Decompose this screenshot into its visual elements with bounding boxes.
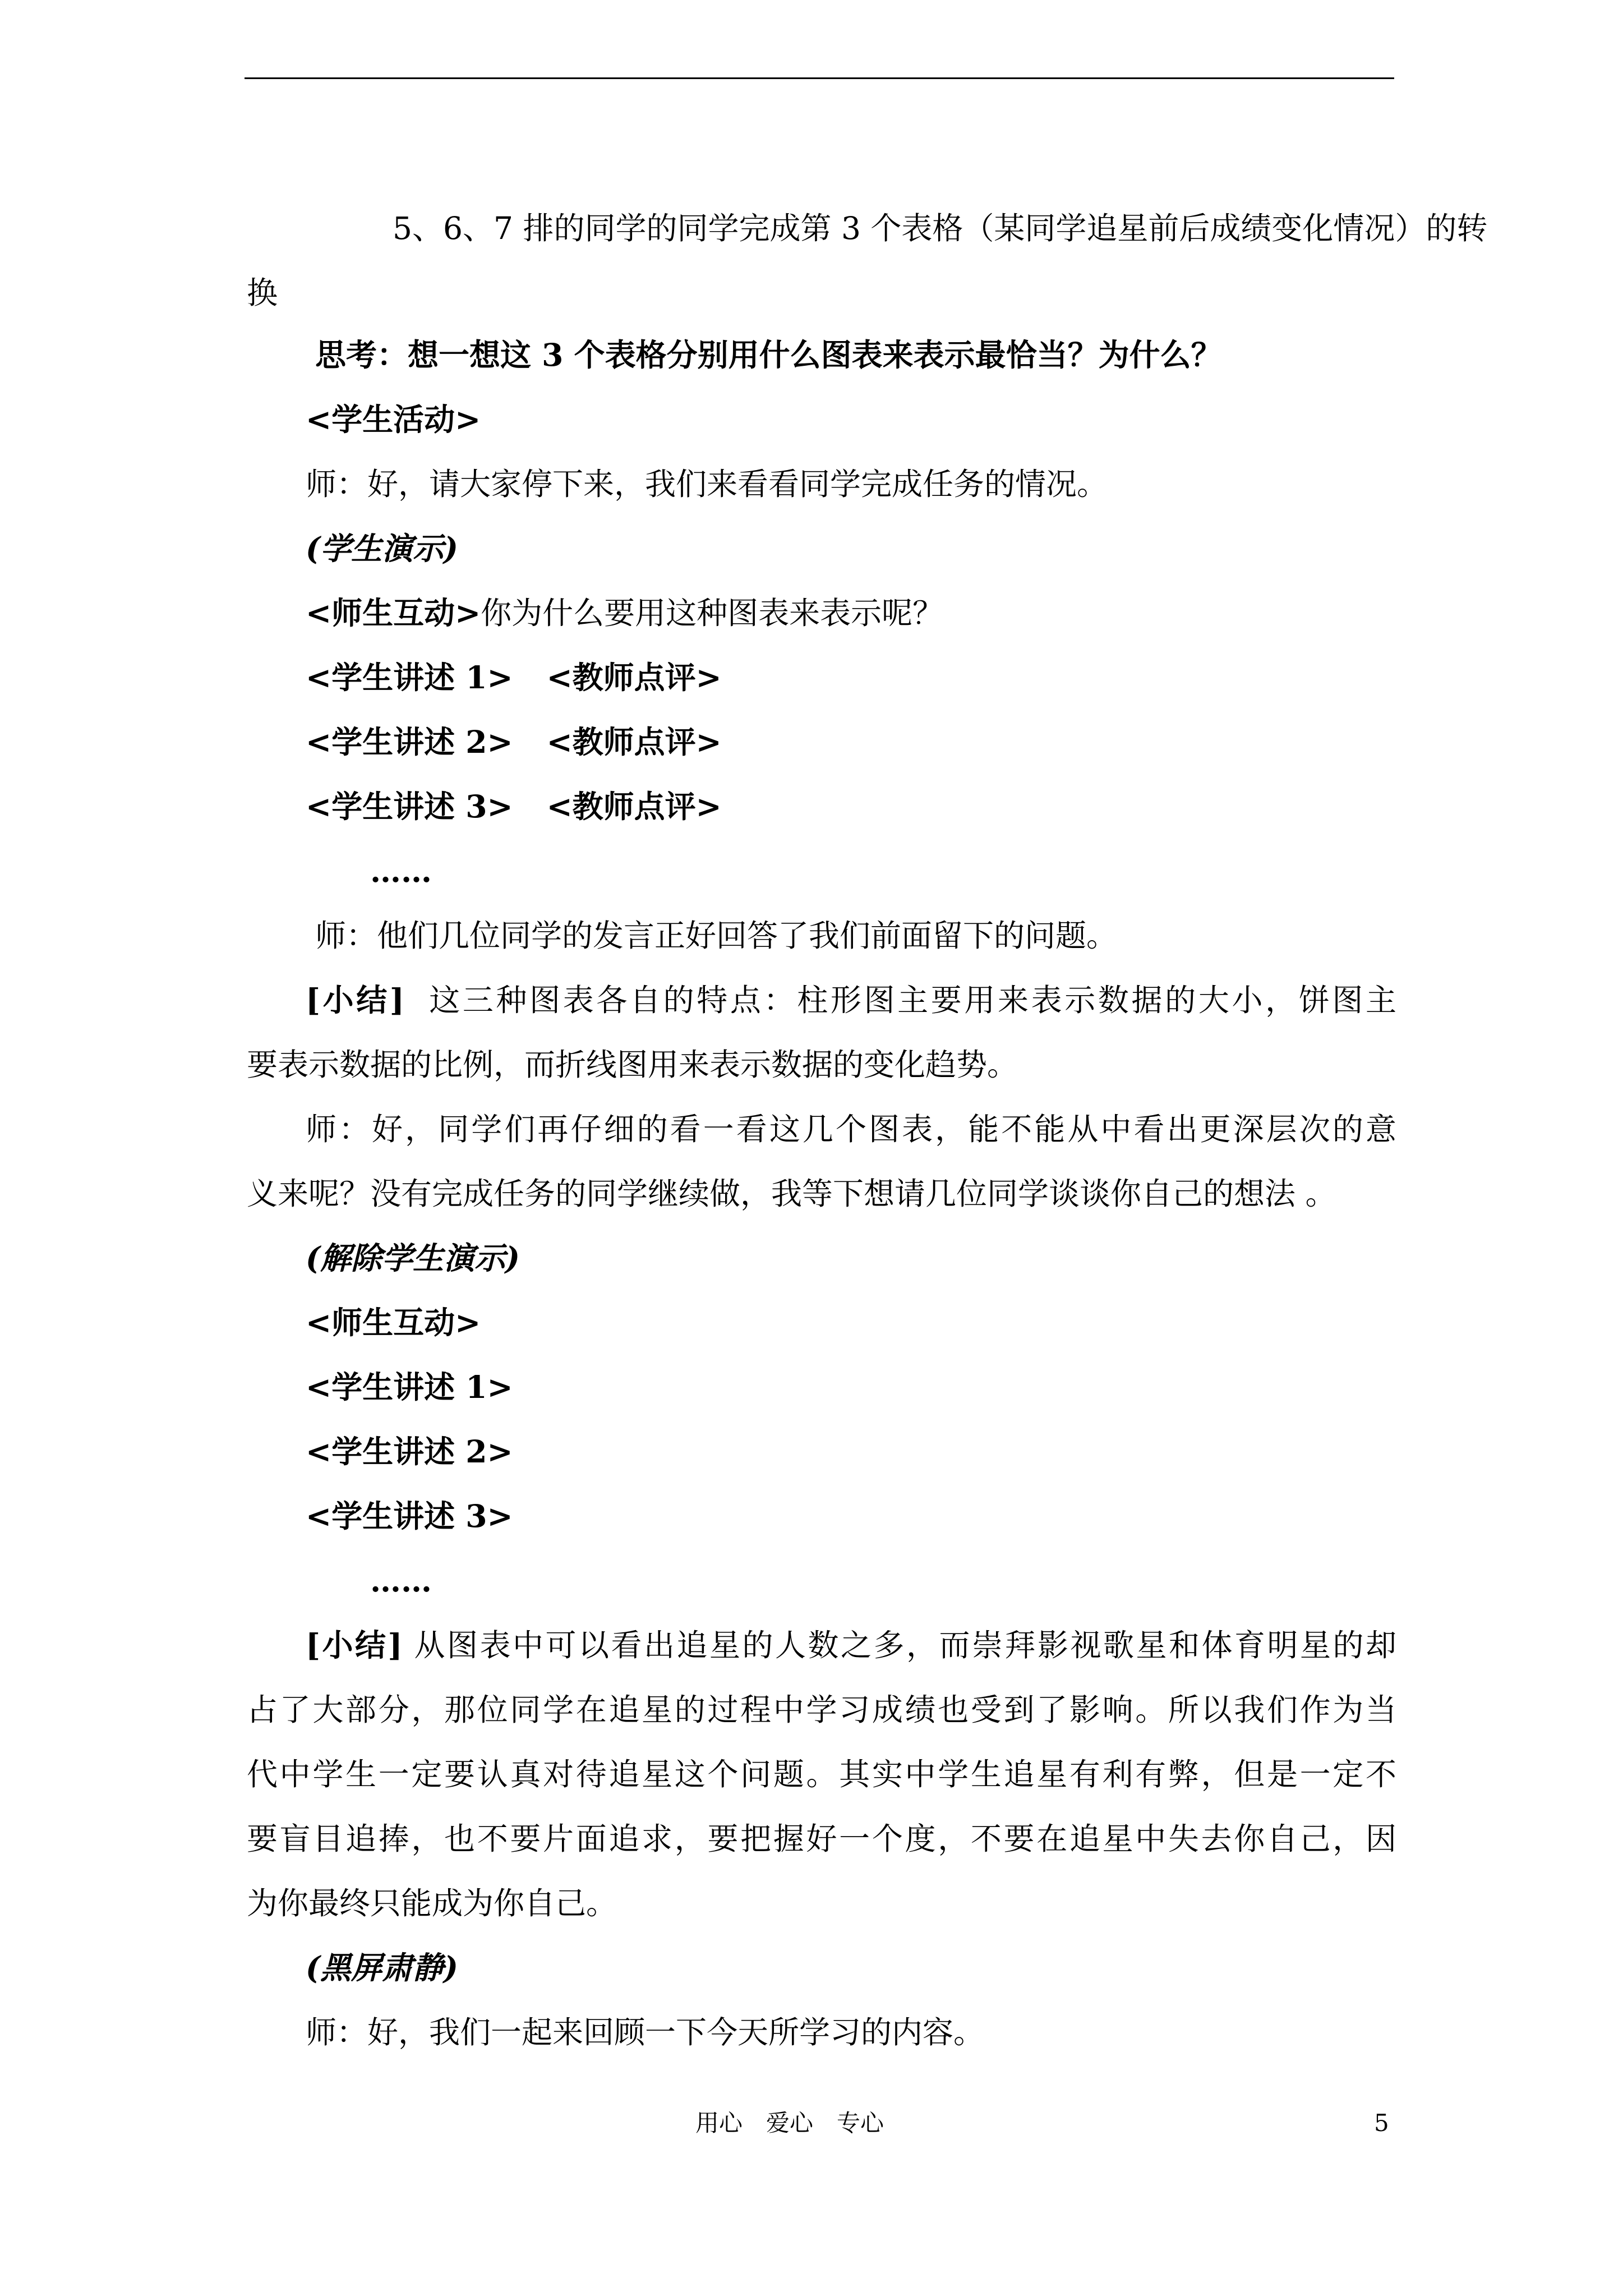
interaction-1-tag: <师生互动>: [306, 595, 481, 631]
think-question: 思考：想一想这 3 个表格分别用什么图表来表示最恰当？为什么？: [315, 337, 1222, 373]
student-activity: <学生活动>: [306, 401, 481, 438]
talk-student-3: <学生讲述 3>: [306, 788, 513, 825]
talk-teacher-3: <教师点评>: [546, 788, 722, 825]
talk-2-student-3: <学生讲述 3>: [306, 1498, 513, 1534]
summary-2-line-2: 占了大部分，那位同学在追星的过程中学习成绩也受到了影响。所以我们作为当: [247, 1692, 1396, 1728]
summary-2-line-1: [306, 1626, 1396, 1665]
teacher-line-3b: 义来呢？没有完成任务的同学继续做，我等下想请几位同学谈谈你自己的想法 。: [247, 1176, 1336, 1212]
talk-row-2: [306, 723, 722, 762]
teacher-line-3a: 师：好，同学们再仔细的看一看这几个图表，能不能从中看出更深层次的意: [306, 1111, 1396, 1147]
talk-student-2: <学生讲述 2>: [306, 724, 513, 760]
summary-2-tag: [小结]: [306, 1627, 403, 1663]
ellipsis-2: ……: [370, 1562, 432, 1599]
teacher-line-4: 师：好，我们一起来回顾一下今天所学习的内容。: [306, 2014, 985, 2050]
summary-2-text-1: 从图表中可以看出追星的人数之多，而崇拜影视歌星和体育明星的却: [414, 1627, 1396, 1663]
interaction-1: [306, 593, 943, 633]
summary-2-line-3: 代中学生一定要认真对待追星这个问题。其实中学生追星有利有弊，但是一定不: [247, 1756, 1396, 1792]
summary-2-line-5: 为你最终只能成为你自己。: [247, 1885, 617, 1921]
summary-1-line-2: 要表示数据的比例，而折线图用来表示数据的变化趋势。: [247, 1047, 1018, 1083]
student-demo: (学生演示): [306, 530, 459, 567]
page-number: 5: [1374, 2109, 1389, 2137]
intro-line-2: 换: [247, 275, 278, 311]
summary-1-text-1: 这三种图表各自的特点：柱形图主要用来表示数据的大小，饼图主: [429, 982, 1396, 1018]
talk-row-1: [306, 658, 722, 697]
interaction-1-text: 你为什么要用这种图表来表示呢？: [481, 595, 944, 631]
header-rule: [245, 77, 1394, 79]
interaction-2: <师生互动>: [306, 1304, 481, 1341]
talk-row-3: [306, 787, 722, 826]
intro-line-1: 5、6、7 排的同学的同学完成第 3 个表格（某同学追星前后成绩变化情况）的转: [393, 210, 1488, 246]
footer-motto: 用心 爱心 专心: [695, 2109, 884, 2137]
summary-1-tag: [小结]: [306, 982, 404, 1018]
talk-teacher-2: <教师点评>: [546, 724, 722, 760]
talk-2-student-1: <学生讲述 1>: [306, 1369, 513, 1405]
teacher-line-1: 师：好，请大家停下来，我们来看看同学完成任务的情况。: [306, 466, 1108, 502]
summary-1-line-1: [306, 981, 1396, 1020]
teacher-line-2: 师：他们几位同学的发言正好回答了我们前面留下的问题。: [315, 918, 1118, 954]
ellipsis-1: ……: [370, 853, 432, 889]
remove-demo: (解除学生演示): [306, 1240, 520, 1276]
summary-2-line-4: 要盲目追捧，也不要片面追求，要把握好一个度，不要在追星中失去你自己，因: [247, 1821, 1396, 1857]
black-screen: (黑屏肃静): [306, 1949, 459, 1986]
talk-2-student-2: <学生讲述 2>: [306, 1433, 513, 1470]
talk-student-1: <学生讲述 1>: [306, 659, 513, 696]
talk-teacher-1: <教师点评>: [546, 659, 722, 696]
